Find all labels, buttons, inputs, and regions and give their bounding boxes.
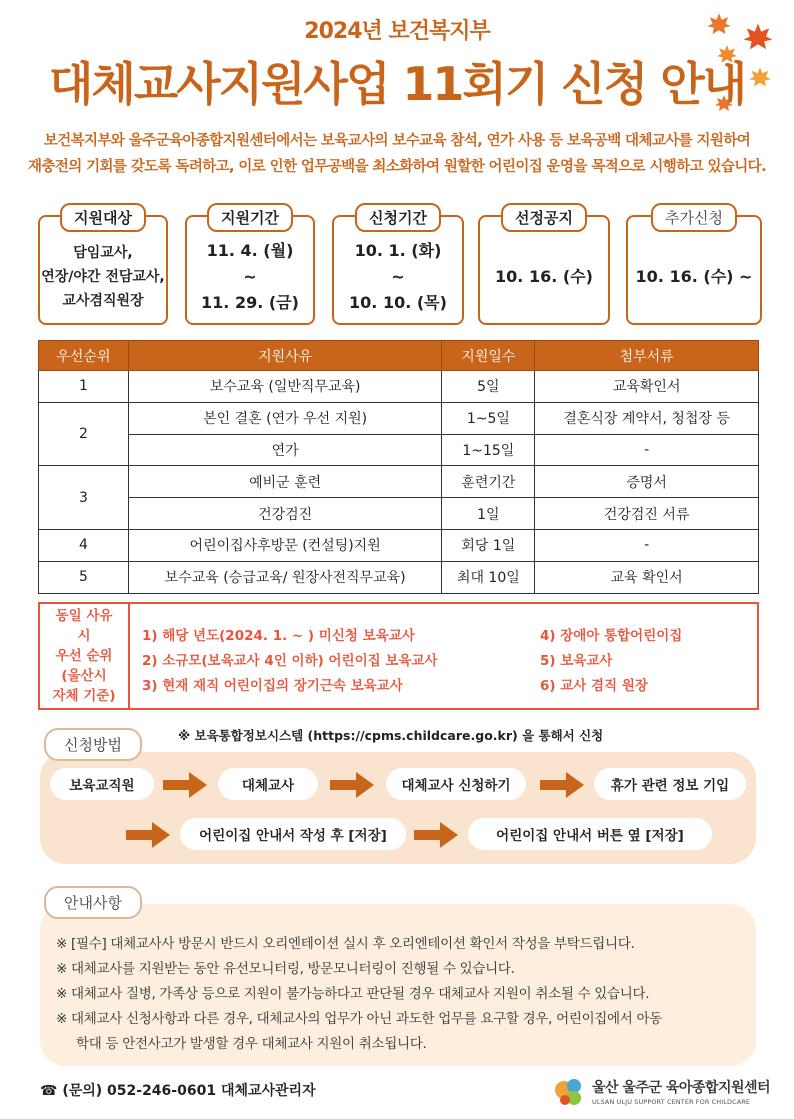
intro-line: 보건복지부와 울주군육아종합지원센터에서는 보육교사의 보수교육 참석, 연가 사용 등 보육공백 대체교사를 지원하여 [43, 133, 751, 149]
org-name [592, 1077, 770, 1106]
card-body [187, 237, 313, 317]
table-header: 지원사유 [128, 341, 442, 371]
arrow-right-icon [163, 772, 207, 798]
org-name-en: ULSAN ULJU SUPPORT CENTER FOR CHILDCARE [592, 1097, 751, 1106]
card-selection-notice [478, 209, 610, 325]
card-apply-period [332, 209, 464, 325]
days-cell: 1~5일 [442, 402, 535, 434]
notice-item: ※ 대체교사 신청사항과 다른 경우, 대체교사의 업무가 아닌 과도한 업무를 요구할 경우, 어린이집에서 아동 [56, 1011, 663, 1027]
priority-table [38, 340, 759, 594]
priority-item: 1) 해당 년도(2024. 1. ~ ) 미신청 보육교사 [142, 628, 415, 644]
flow-step: 어린이집 안내서 작성 후 [저장] [180, 818, 406, 850]
reason-cell: 예비군 훈련 [128, 466, 442, 498]
reason-cell: 어린이집사후방문 (컨설팅)지원 [128, 529, 442, 561]
arrow-right-icon [330, 772, 374, 798]
card-label: 선정공지 [501, 203, 587, 232]
heading-line: 동일 사유 [55, 608, 113, 624]
reason-cell: 보수교육 (일반직무교육) [128, 371, 442, 403]
table-header: 첨부서류 [535, 341, 759, 371]
card-body [628, 237, 760, 317]
card-line: 10. 10. (목) [349, 293, 447, 312]
days-cell: 훈련기간 [442, 466, 535, 498]
section-label-apply: 신청방법 [44, 728, 142, 761]
page-title: 대체교사지원사업 11회기 신청 안내 [48, 57, 746, 111]
table-row [39, 434, 759, 466]
priority-item: 6) 교사 겸직 원장 [540, 678, 648, 694]
card-line: 담임교사, [73, 245, 133, 261]
arrow-right-icon [414, 822, 458, 848]
heading-line: 자체 기준) [52, 688, 116, 704]
table-row [39, 498, 759, 530]
card-label: 추가신청 [651, 203, 737, 232]
card-label: 지원기간 [207, 203, 293, 232]
docs-cell: 건강검진 서류 [535, 498, 759, 530]
table-header: 지원일수 [442, 341, 535, 371]
heading-line: 시 [77, 628, 91, 644]
notice-item: ※ 대체교사 질병, 가족상 등으로 지원이 불가능하다고 판단될 경우 대체교사 지원이 취소될 수 있습니다. [56, 986, 650, 1002]
apply-note: ※ 보육통합정보시스템 (https://cpms.childcare.go.kr) 을 통해서 신청 [178, 728, 604, 743]
table-header: 우선순위 [39, 341, 129, 371]
arrow-right-icon [540, 772, 584, 798]
page-subtitle: 2024년 보건복지부 [304, 19, 490, 44]
reason-cell: 건강검진 [128, 498, 442, 530]
priority-item: 4) 장애아 통합어린이집 [540, 628, 683, 644]
priority-item: 3) 현재 재직 어린이집의 장기근속 보육교사 [142, 678, 403, 694]
intro-line: 재충전의 기회를 갖도록 독려하고, 이로 인한 업무공백을 최소화하여 원할한 어린이집 운영을 목적으로 시행하고 있습니다. [28, 159, 766, 175]
card-body [334, 237, 462, 317]
docs-cell: - [535, 434, 759, 466]
intro-text [20, 128, 774, 180]
days-cell: 회당 1일 [442, 529, 535, 561]
docs-cell: 증명서 [535, 466, 759, 498]
card-line: ~ [243, 267, 257, 286]
notice-item: ※ 대체교사를 지원받는 동안 유선모니터링, 방문모니터링이 진행될 수 있습니다. [56, 961, 515, 977]
card-line: 11. 4. (월) [206, 241, 294, 260]
docs-cell: - [535, 529, 759, 561]
docs-cell: 교육확인서 [535, 371, 759, 403]
reason-cell: 연가 [128, 434, 442, 466]
table-header-row [39, 341, 759, 371]
card-line: 연장/야간 전담교사, [41, 269, 165, 285]
reason-cell: 본인 결혼 (연가 우선 지원) [128, 402, 442, 434]
card-line: 10. 1. (화) [354, 241, 442, 260]
rank-cell: 4 [39, 529, 129, 561]
org-logo-icon [552, 1074, 586, 1108]
flow-step: 대체교사 [218, 768, 318, 800]
docs-cell: 결혼식장 계약서, 청첩장 등 [535, 402, 759, 434]
arrow-right-icon [126, 822, 170, 848]
card-line: 교사겸직원장 [62, 293, 144, 309]
card-line: 11. 29. (금) [201, 293, 299, 312]
card-label: 신청기간 [355, 203, 441, 232]
org-logo [552, 1074, 770, 1108]
days-cell: 5일 [442, 371, 535, 403]
table-row [39, 529, 759, 561]
heading-line: 우선 순위 [55, 648, 113, 664]
heading-line: (울산시 [61, 668, 107, 684]
same-reason-list [130, 604, 757, 708]
rank-cell: 3 [39, 466, 129, 530]
flow-step: 대체교사 신청하기 [386, 768, 526, 800]
card-body [40, 237, 166, 317]
card-line: ~ [391, 267, 405, 286]
rank-cell: 2 [39, 402, 129, 466]
card-line: 10. 16. (수) [495, 267, 593, 286]
same-reason-priority-box [38, 602, 759, 710]
card-label: 지원대상 [60, 203, 146, 232]
same-reason-heading [40, 604, 130, 708]
card-target [38, 209, 168, 325]
table-row [39, 402, 759, 434]
rank-cell: 1 [39, 371, 129, 403]
priority-item: 2) 소규모(보육교사 4인 이하) 어린이집 보육교사 [142, 653, 438, 669]
priority-item: 5) 보육교사 [540, 653, 613, 669]
section-label-notice: 안내사항 [44, 886, 142, 919]
flow-step: 어린이집 안내서 버튼 옆 [저장] [468, 818, 712, 850]
docs-cell: 교육 확인서 [535, 561, 759, 593]
notice-item: ※ [필수] 대체교사사 방문시 반드시 오리엔테이션 실시 후 오리엔테이션 확인서 작성을 부탁드립니다. [56, 936, 635, 952]
org-name-ko: 울산 울주군 육아종합지원센터 [592, 1079, 771, 1096]
table-row [39, 561, 759, 593]
days-cell: 1일 [442, 498, 535, 530]
card-support-period [185, 209, 315, 325]
card-additional-apply [626, 209, 762, 325]
reason-cell: 보수교육 (승급교육/ 원장사전직무교육) [128, 561, 442, 593]
card-line: 10. 16. (수) ~ [635, 267, 753, 286]
days-cell: 1~15일 [442, 434, 535, 466]
notice-item: 학대 등 안전사고가 발생할 경우 대체교사 지원이 취소됩니다. [76, 1036, 427, 1052]
days-cell: 최대 10일 [442, 561, 535, 593]
flow-step: 휴가 관련 정보 기입 [594, 768, 746, 800]
flow-step: 보육교직원 [50, 768, 154, 800]
table-row [39, 371, 759, 403]
table-row [39, 466, 759, 498]
contact-info: ☎ (문의) 052-246-0601 대체교사관리자 [40, 1083, 316, 1099]
rank-cell: 5 [39, 561, 129, 593]
card-body [480, 237, 608, 317]
